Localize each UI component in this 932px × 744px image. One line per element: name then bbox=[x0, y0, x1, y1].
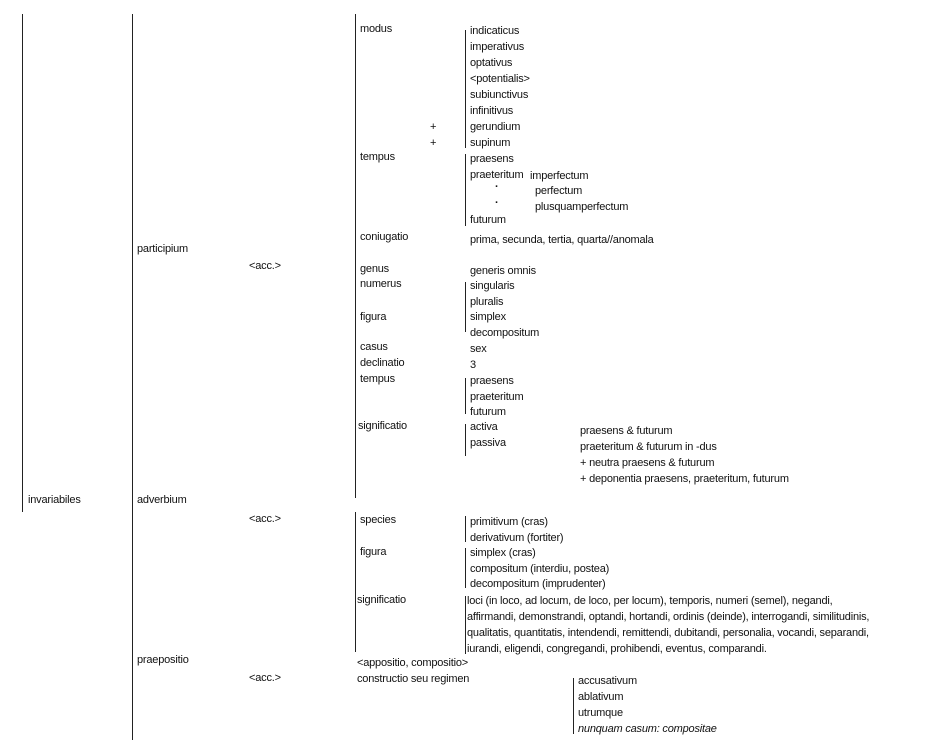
modus-item: indicaticus bbox=[470, 25, 520, 37]
modus-brace bbox=[465, 30, 466, 148]
word-class-line bbox=[132, 14, 133, 740]
acc-label-adverbium: <acc.> bbox=[249, 513, 281, 525]
adverbium-attributes-line bbox=[355, 512, 356, 652]
tempus-label: tempus bbox=[360, 151, 395, 163]
significatio-note: + deponentia praesens, praeteritum, futurum bbox=[580, 473, 789, 485]
praep-appositio: <appositio, compositio> bbox=[357, 657, 468, 669]
plus-mark: + bbox=[430, 137, 437, 149]
praepositio-label: praepositio bbox=[137, 654, 189, 666]
declinatio-value: 3 bbox=[470, 359, 476, 371]
invariabiles-line bbox=[22, 14, 23, 512]
adv-species-item: derivativum (fortiter) bbox=[470, 532, 564, 544]
tempus-item: praesens bbox=[470, 153, 514, 165]
modus-item: imperativus bbox=[470, 41, 525, 53]
casus-value: sex bbox=[470, 343, 487, 355]
tempus2-label: tempus bbox=[360, 373, 395, 385]
numerus-label: numerus bbox=[360, 278, 402, 290]
significatio-brace bbox=[465, 424, 466, 456]
modus-item: infinitivus bbox=[470, 105, 514, 117]
figura-label: figura bbox=[360, 311, 387, 323]
praep-constructio-item: utrumque bbox=[578, 707, 623, 719]
adv-species-label: species bbox=[360, 514, 396, 526]
adv-significatio-line: iurandi, eligendi, congregandi, prohibendi, eventus, comparandi. bbox=[467, 643, 767, 655]
acc-label-praepositio: <acc.> bbox=[249, 672, 281, 684]
significatio-note: + neutra praesens & futurum bbox=[580, 457, 715, 469]
acc-label-participium: <acc.> bbox=[249, 260, 281, 272]
adv-figura-item: simplex (cras) bbox=[470, 547, 536, 559]
adv-figura-label: figura bbox=[360, 546, 387, 558]
casus-label: casus bbox=[360, 341, 388, 353]
coniugatio-label: coniugatio bbox=[360, 231, 409, 243]
praep-constructio-brace bbox=[573, 678, 574, 734]
adv-figura-item: compositum (interdiu, postea) bbox=[470, 563, 610, 575]
tempus-sub-item: plusquamperfectum bbox=[535, 201, 629, 213]
tempus2-item: praesens bbox=[470, 375, 514, 387]
adv-figura-item: decompositum (imprudenter) bbox=[470, 578, 606, 590]
invariabiles-label: invariabiles bbox=[28, 494, 81, 506]
genus-value: generis omnis bbox=[470, 265, 536, 277]
declinatio-label: declinatio bbox=[360, 357, 405, 369]
tempus-brace bbox=[465, 154, 466, 226]
adverbium-label: adverbium bbox=[137, 494, 187, 506]
tempus2-brace bbox=[465, 378, 466, 414]
tempus-dot: · bbox=[495, 181, 499, 193]
tempus-item: praeteritum bbox=[470, 169, 524, 181]
praep-constructio-item: accusativum bbox=[578, 675, 637, 687]
figura-item: decompositum bbox=[470, 327, 540, 339]
genus-label: genus bbox=[360, 263, 389, 275]
adv-significatio-label: significatio bbox=[357, 594, 406, 606]
tempus-sub-item: perfectum bbox=[535, 185, 583, 197]
modus-label: modus bbox=[360, 23, 393, 35]
praep-constructio-label: constructio seu regimen bbox=[357, 673, 470, 685]
modus-item: optativus bbox=[470, 57, 513, 69]
figura-item: simplex bbox=[470, 311, 506, 323]
numerus-item: singularis bbox=[470, 280, 515, 292]
tempus-sub-item: imperfectum bbox=[530, 170, 589, 182]
participium-label: participium bbox=[137, 243, 188, 255]
participium-attributes-line bbox=[355, 14, 356, 498]
tempus2-item: futurum bbox=[470, 406, 506, 418]
significatio-item: passiva bbox=[470, 437, 506, 449]
significatio-note: praeteritum & futurum in -dus bbox=[580, 441, 717, 453]
tempus-item: futurum bbox=[470, 214, 506, 226]
modus-item: subiunctivus bbox=[470, 89, 529, 101]
significatio-item: activa bbox=[470, 421, 498, 433]
adv-significatio-line: qualitatis, quantitatis, intendendi, remittendi, dubitandi, personalia, vocandi, separandi, bbox=[467, 627, 869, 639]
tempus2-item: praeteritum bbox=[470, 391, 524, 403]
praep-constructio-item: ablativum bbox=[578, 691, 624, 703]
adv-significatio-line: loci (in loco, ad locum, de loco, per locum), temporis, numeri (semel), negandi, bbox=[467, 595, 833, 607]
numerus-item: pluralis bbox=[470, 296, 504, 308]
modus-item: gerundium bbox=[470, 121, 521, 133]
significatio-label: significatio bbox=[358, 420, 407, 432]
adv-significatio-brace bbox=[465, 596, 466, 654]
adv-species-item: primitivum (cras) bbox=[470, 516, 548, 528]
praep-constructio-note: nunquam casum: compositae bbox=[578, 723, 717, 735]
coniugatio-value: prima, secunda, tertia, quarta//anomala bbox=[470, 234, 654, 246]
significatio-note: praesens & futurum bbox=[580, 425, 673, 437]
plus-mark: + bbox=[430, 121, 437, 133]
adv-species-brace bbox=[465, 516, 466, 542]
modus-item: supinum bbox=[470, 137, 511, 149]
modus-item: <potentialis> bbox=[470, 73, 530, 85]
adv-figura-brace bbox=[465, 548, 466, 588]
adv-significatio-line: affirmandi, demonstrandi, optandi, hortandi, ordinis (deinde), interrogandi, similitudinis, bbox=[467, 611, 870, 623]
numerus-figura-brace bbox=[465, 282, 466, 332]
tempus-dot: · bbox=[495, 197, 499, 209]
